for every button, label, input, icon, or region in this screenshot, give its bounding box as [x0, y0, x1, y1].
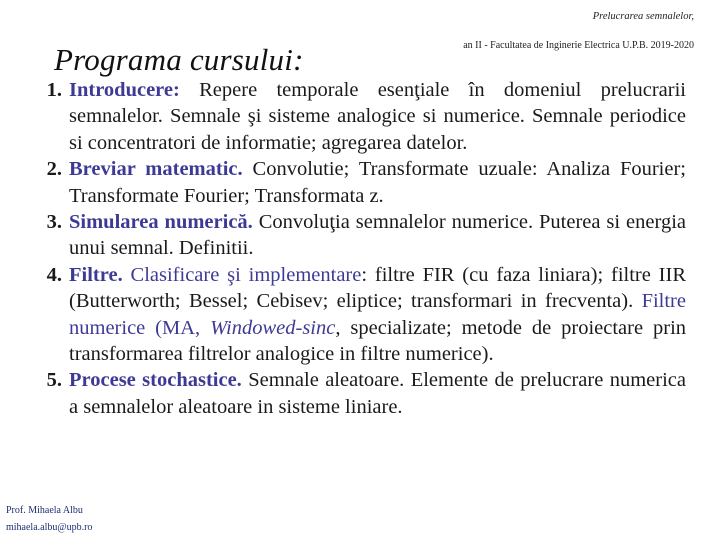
course-name: Prelucrarea semnalelor, — [592, 11, 694, 22]
topic-text-numeric-filters: Filtre numerice (MA, — [69, 290, 686, 339]
topic-text-windowed-sinc: Windowed-sinc — [210, 316, 336, 339]
topic-text-design-methods: , specializate; metode de proiectare prin transformarea filtrelor analogice in filtre numerice). — [69, 316, 687, 366]
topic-list — [28, 77, 686, 420]
author-email: mihaela.albu@upb.ro — [6, 522, 93, 533]
topic-heading: Introducere: — [69, 79, 180, 101]
topic-text: Convolutie; Transformate uzuale: Analiza Fourier; Transformate Fourier; Transformata z. — [69, 158, 687, 207]
slide-header — [334, 10, 694, 52]
topic-item-procese-stochastice — [28, 367, 686, 420]
topic-text: Semnale aleatoare. Elemente de prelucrare numerica a semnalelor aleatoare in sisteme liniare. — [69, 369, 686, 418]
topic-number: 5. — [46, 369, 62, 392]
topic-heading: Filtre. — [69, 263, 123, 286]
topic-item-breviar-matematic — [28, 156, 686, 209]
topic-item-introducere — [28, 77, 686, 156]
topic-heading: Breviar matematic. — [69, 158, 243, 181]
topic-heading: Procese stochastice. — [69, 369, 242, 392]
topic-number: 4. — [46, 263, 62, 286]
topic-text-fir-iir: : filtre FIR (cu faza liniara); filtre IIR (Butterworth; Bessel; Cebisev; eliptice; transformari in frecventa). — [69, 263, 686, 313]
topic-number: 2. — [46, 158, 62, 181]
topic-text: Convoluţia semnalelor numerice. Puterea si energia unui semnal. Definitii. — [69, 211, 687, 260]
topic-text-classification: Clasificare şi implementare — [122, 263, 362, 286]
author-name: Prof. Mihaela Albu — [6, 505, 83, 516]
topic-item-simularea-numerica — [28, 209, 686, 262]
topic-text: Repere temporale esenţiale în domeniul prelucrarii semnalelor. Semnale şi sisteme analogice si numerice. Semnale periodice si concentratori de informatie; agregarea datelor. — [69, 79, 686, 154]
institution-line: an II - Facultatea de Inginerie Electrica U.P.B. 2019-2020 — [463, 40, 694, 51]
slide-footer — [6, 502, 92, 536]
slide-title: Programa cursului: — [54, 42, 304, 77]
topic-number: 3. — [46, 211, 62, 234]
topic-item-filtre — [28, 262, 686, 368]
topic-heading: Simularea numerică. — [69, 211, 253, 234]
topic-number: 1. — [46, 79, 62, 101]
